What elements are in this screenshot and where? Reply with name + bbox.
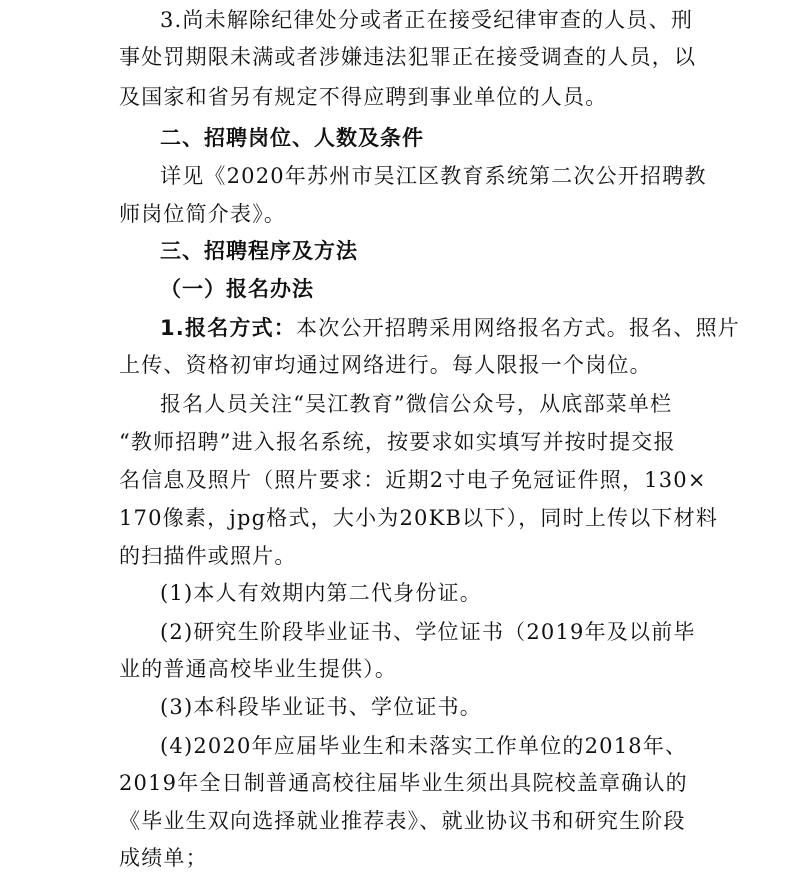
text-line: 报名人员关注“吴江教育”微信公众号，从底部菜单栏 — [160, 392, 673, 416]
text-line — [160, 313, 740, 343]
text-line: “教师招聘”进入报名系统，按要求如实填写并按时提交报 — [119, 430, 676, 454]
list-item: (2)研究生阶段毕业证书、学位证书（2019年及以前毕 — [160, 620, 696, 644]
text-line: 名信息及照片（照片要求：近期2寸电子免冠证件照，130× — [119, 468, 707, 492]
text-line: 师岗位简介表》。 — [119, 202, 287, 226]
text-line: 成绩单； — [119, 846, 208, 870]
text-line: 详见《2020年苏州市吴江区教育系统第二次公开招聘教 — [160, 164, 707, 188]
text-line: 及国家和省另有规定不得应聘到事业单位的人员。 — [119, 85, 608, 109]
text-line: 上传、资格初审均通过网络进行。每人限报一个岗位。 — [119, 353, 652, 377]
list-item: (4)2020年应届毕业生和未落实工作单位的2018年、 — [160, 734, 688, 758]
text-line: 的扫描件或照片。 — [119, 544, 297, 568]
text-line: 2019年全日制普通高校往届毕业生须出具院校盖章确认的 — [119, 771, 688, 795]
text-line: 170像素，jpg格式，大小为20KB以下），同时上传以下材料 — [119, 506, 719, 530]
section-heading-2: 二、招聘岗位、人数及条件 — [160, 126, 424, 150]
list-item: (1)本人有效期内第二代身份证。 — [160, 581, 482, 605]
list-item: (3)本科段毕业证书、学位证书。 — [160, 695, 482, 719]
text-line: 事处罚期限未满或者涉嫌违法犯罪正在接受调查的人员，以 — [119, 45, 697, 69]
text-span: 本次公开招聘采用网络报名方式。报名、照片 — [296, 316, 740, 340]
subsection-heading: （一）报名办法 — [160, 277, 314, 301]
section-heading-3: 三、招聘程序及方法 — [160, 239, 358, 263]
text-line: 《毕业生双向选择就业推荐表》、就业协议书和研究生阶段 — [119, 809, 686, 833]
bold-label: 1.报名方式： — [160, 316, 296, 340]
text-line: 业的普通高校毕业生提供）。 — [119, 657, 398, 681]
text-line: 3.尚未解除纪律处分或者正在接受纪律审查的人员、刑 — [160, 8, 694, 32]
